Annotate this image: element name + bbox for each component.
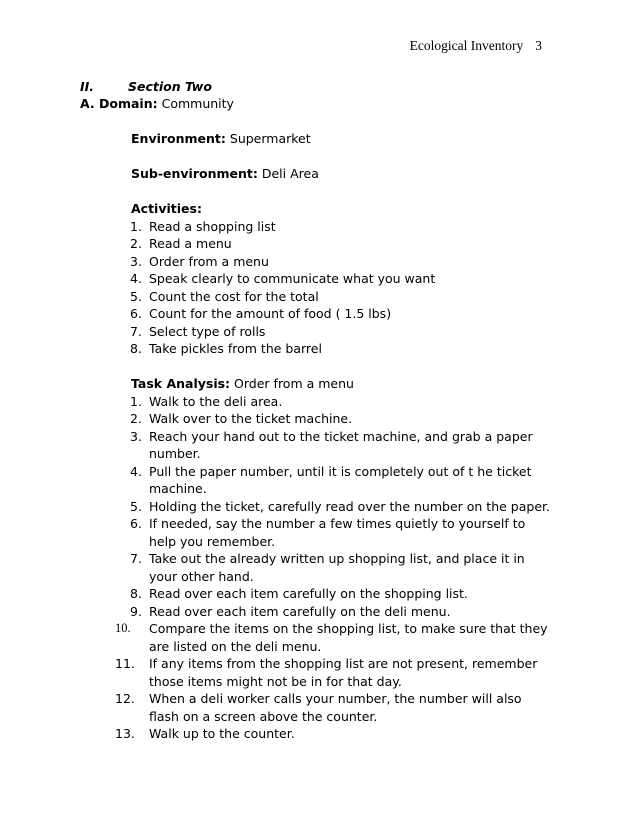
list-item <box>131 218 551 236</box>
list-item-text: Count the cost for the total <box>149 288 319 304</box>
list-item <box>115 620 551 655</box>
list-item <box>131 288 551 306</box>
list-item-text: Holding the ticket, carefully read over the number on the paper. <box>149 498 550 514</box>
list-item-text: Reach your hand out to the ticket machine, and grab a paper number. <box>149 428 533 461</box>
environment-line <box>131 130 551 148</box>
list-item <box>131 428 551 463</box>
activities-section <box>131 200 551 358</box>
list-item <box>131 498 551 516</box>
list-item-number: 4. <box>130 463 142 479</box>
list-item-text: Walk over to the ticket machine. <box>149 411 353 426</box>
list-item <box>131 270 551 288</box>
list-item <box>131 305 551 323</box>
list-item-number: 1. <box>130 218 142 234</box>
list-item-number: 10. <box>115 621 131 635</box>
list-item-number: 8. <box>130 586 142 601</box>
domain-line <box>80 95 234 113</box>
page-number: 3 <box>535 38 542 53</box>
list-item-number: 7. <box>130 551 142 566</box>
activities-list <box>131 218 551 358</box>
section-title: Section Two <box>128 79 212 94</box>
task-analysis-label: Task Analysis: <box>131 376 231 391</box>
list-item-number: 6. <box>130 516 142 531</box>
list-item-number: 5. <box>130 288 142 304</box>
list-item <box>131 340 551 358</box>
task-analysis-value: Order from a menu <box>234 376 354 391</box>
list-item-text: Walk to the deli area. <box>149 393 283 409</box>
list-item-number: 6. <box>130 306 142 321</box>
list-item <box>131 253 551 271</box>
list-item <box>131 393 551 411</box>
list-item-number: 13. <box>115 726 135 741</box>
list-item-text: If needed, say the number a few times quietly to yourself to help you remember. <box>149 516 526 549</box>
section-heading <box>80 78 212 96</box>
list-item-text: When a deli worker calls your number, the number will also flash on a screen above the counter. <box>149 691 522 724</box>
task-analysis-line <box>131 375 551 393</box>
list-item-number: 8. <box>130 341 142 356</box>
list-item <box>115 655 551 690</box>
page-header <box>410 38 542 54</box>
list-item-number: 9. <box>130 603 142 619</box>
list-item <box>131 235 551 253</box>
domain-value: Community <box>161 96 234 111</box>
list-item-number: 12. <box>115 691 135 706</box>
list-item-number: 3. <box>130 428 142 444</box>
list-item <box>131 550 551 585</box>
list-item-number: 5. <box>130 498 142 514</box>
sub-environment-value: Deli Area <box>261 166 319 181</box>
list-item <box>131 463 551 498</box>
list-item-text: Walk up to the counter. <box>149 726 295 741</box>
list-item-text: Read a shopping list <box>149 218 276 234</box>
list-item-number: 1. <box>130 393 142 409</box>
list-item-number: 11. <box>115 656 135 671</box>
list-item-text: Speak clearly to communicate what you want <box>149 271 436 286</box>
list-item <box>131 603 551 621</box>
list-item <box>131 585 551 603</box>
sub-environment-line <box>131 165 551 183</box>
list-item-text: Read over each item carefully on the shopping list. <box>149 586 468 601</box>
list-item-text: Pull the paper number, until it is completely out of t he ticket machine. <box>149 463 532 496</box>
environment-value: Supermarket <box>229 131 311 146</box>
list-item-number: 3. <box>130 253 142 269</box>
list-item <box>115 725 551 743</box>
list-item-number: 7. <box>130 323 142 339</box>
domain-label: A. Domain: <box>80 96 158 111</box>
list-item-text: Read over each item carefully on the deli menu. <box>149 603 451 619</box>
environment-label: Environment: <box>131 131 226 146</box>
list-item-text: Compare the items on the shopping list, to make sure that they are listed on the deli menu. <box>149 621 548 654</box>
task-steps-list <box>115 393 551 743</box>
list-item <box>131 323 551 341</box>
list-item-text: Read a menu <box>149 236 232 251</box>
header-title: Ecological Inventory <box>409 38 524 53</box>
list-item-text: Select type of rolls <box>149 323 266 339</box>
list-item-number: 2. <box>130 236 142 251</box>
list-item-text: Order from a menu <box>149 253 269 269</box>
task-analysis-section <box>115 375 551 743</box>
section-roman: II. <box>80 79 95 94</box>
sub-environment-label: Sub-environment: <box>131 166 258 181</box>
list-item <box>131 410 551 428</box>
list-item-number: 4. <box>130 271 142 286</box>
activities-heading: Activities: <box>131 201 202 216</box>
list-item <box>115 690 551 725</box>
list-item-number: 2. <box>130 411 142 426</box>
list-item-text: Take out the already written up shopping list, and place it in your other hand. <box>149 551 525 584</box>
list-item-text: Take pickles from the barrel <box>149 341 322 356</box>
list-item-text: If any items from the shopping list are not present, remember those items might not be in for that day. <box>149 656 538 689</box>
list-item-text: Count for the amount of food ( 1.5 lbs) <box>149 306 392 321</box>
list-item <box>131 515 551 550</box>
